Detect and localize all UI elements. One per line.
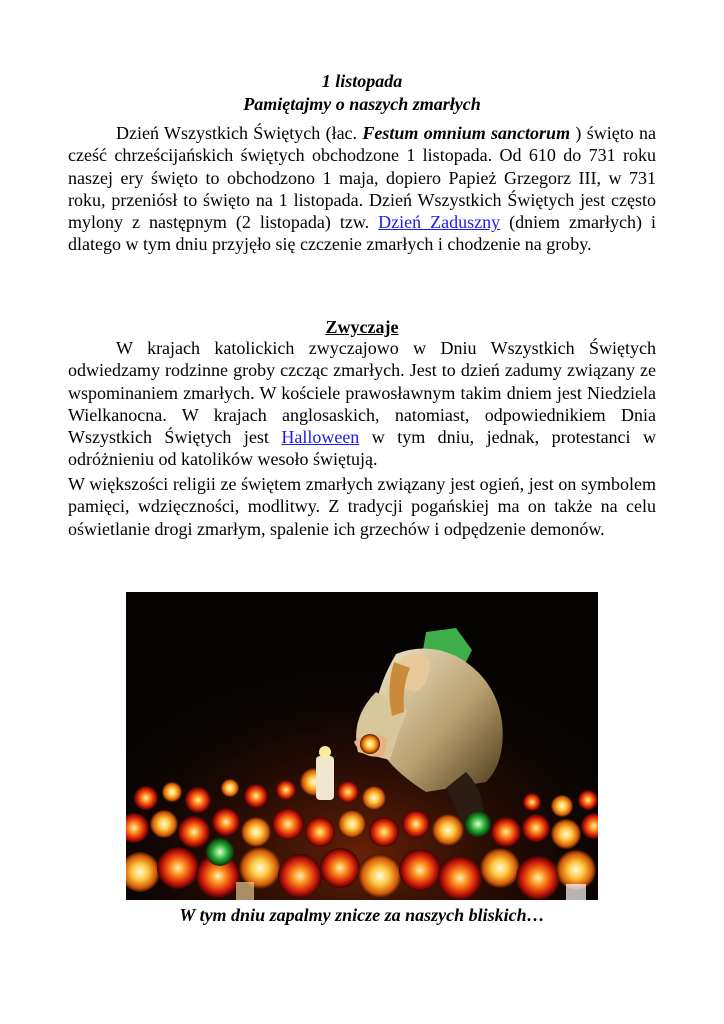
candles-photo — [126, 592, 598, 900]
section-heading-zwyczaje: Zwyczaje — [325, 317, 399, 337]
link-halloween[interactable]: Halloween — [281, 427, 360, 448]
latin-term: Festum omnium sanctorum — [362, 123, 571, 143]
photo-caption: W tym dniu zapalmy znicze za naszych bliskich… — [179, 905, 545, 925]
intro-text-3: (dniem zmarłych) i dlatego w tym dniu przyjęło się czczenie zmarłych i chodzenie na groby. — [68, 212, 656, 255]
customs-paragraph-2: W większości religii ze świętem zmarłych związany jest ogień, jest on symbolem pamięci, wdzięczności, modlitwy. Z tradycji pogańskiej ma on także na celu oświetlanie drogi zmarłym, spalenie ich grzechów i odpędzenie demonów. — [68, 474, 656, 539]
intro-text-2: ) święto na cześć chrześcijańskich świętych obchodzone 1 listopada. Od 610 do 731 roku naszej ery święto to obchodzono 1 maja, dopiero Papież Grzegorz III, w 731 roku, przeniósł to święto na 1 listopada. Dzień Wszystkich Świętych jest często mylony z następnym (2 listopada) tzw. — [68, 123, 657, 233]
page-subtitle: Pamiętajmy o naszych zmarłych — [243, 94, 481, 114]
intro-text-1: Dzień Wszystkich Świętych (łac. — [116, 123, 363, 143]
customs-text-2: w tym dniu, jednak, protestanci w odróżnieniu od katolików wesoło świętują. — [68, 427, 657, 470]
date-title: 1 listopada — [321, 71, 403, 91]
link-dzien-zaduszny[interactable]: Dzień Zaduszny — [378, 212, 501, 233]
customs-text-1: W krajach katolickich zwyczajowo w Dniu Wszystkich Świętych odwiedzamy rodzinne groby czcząc zmarłych. Jest to dzień zadumy związany ze wspominaniem zmarłych. W kościele prawosławnym takim dniem jest Niedziela Wielkanocna. W krajach anglosaskich, natomiast, odpowiednikiem Dnia Wszystkich Świętych jest — [68, 338, 656, 448]
candles-photo-illustration — [126, 592, 598, 900]
intro-paragraph — [68, 122, 656, 256]
customs-paragraph-1 — [68, 337, 656, 471]
